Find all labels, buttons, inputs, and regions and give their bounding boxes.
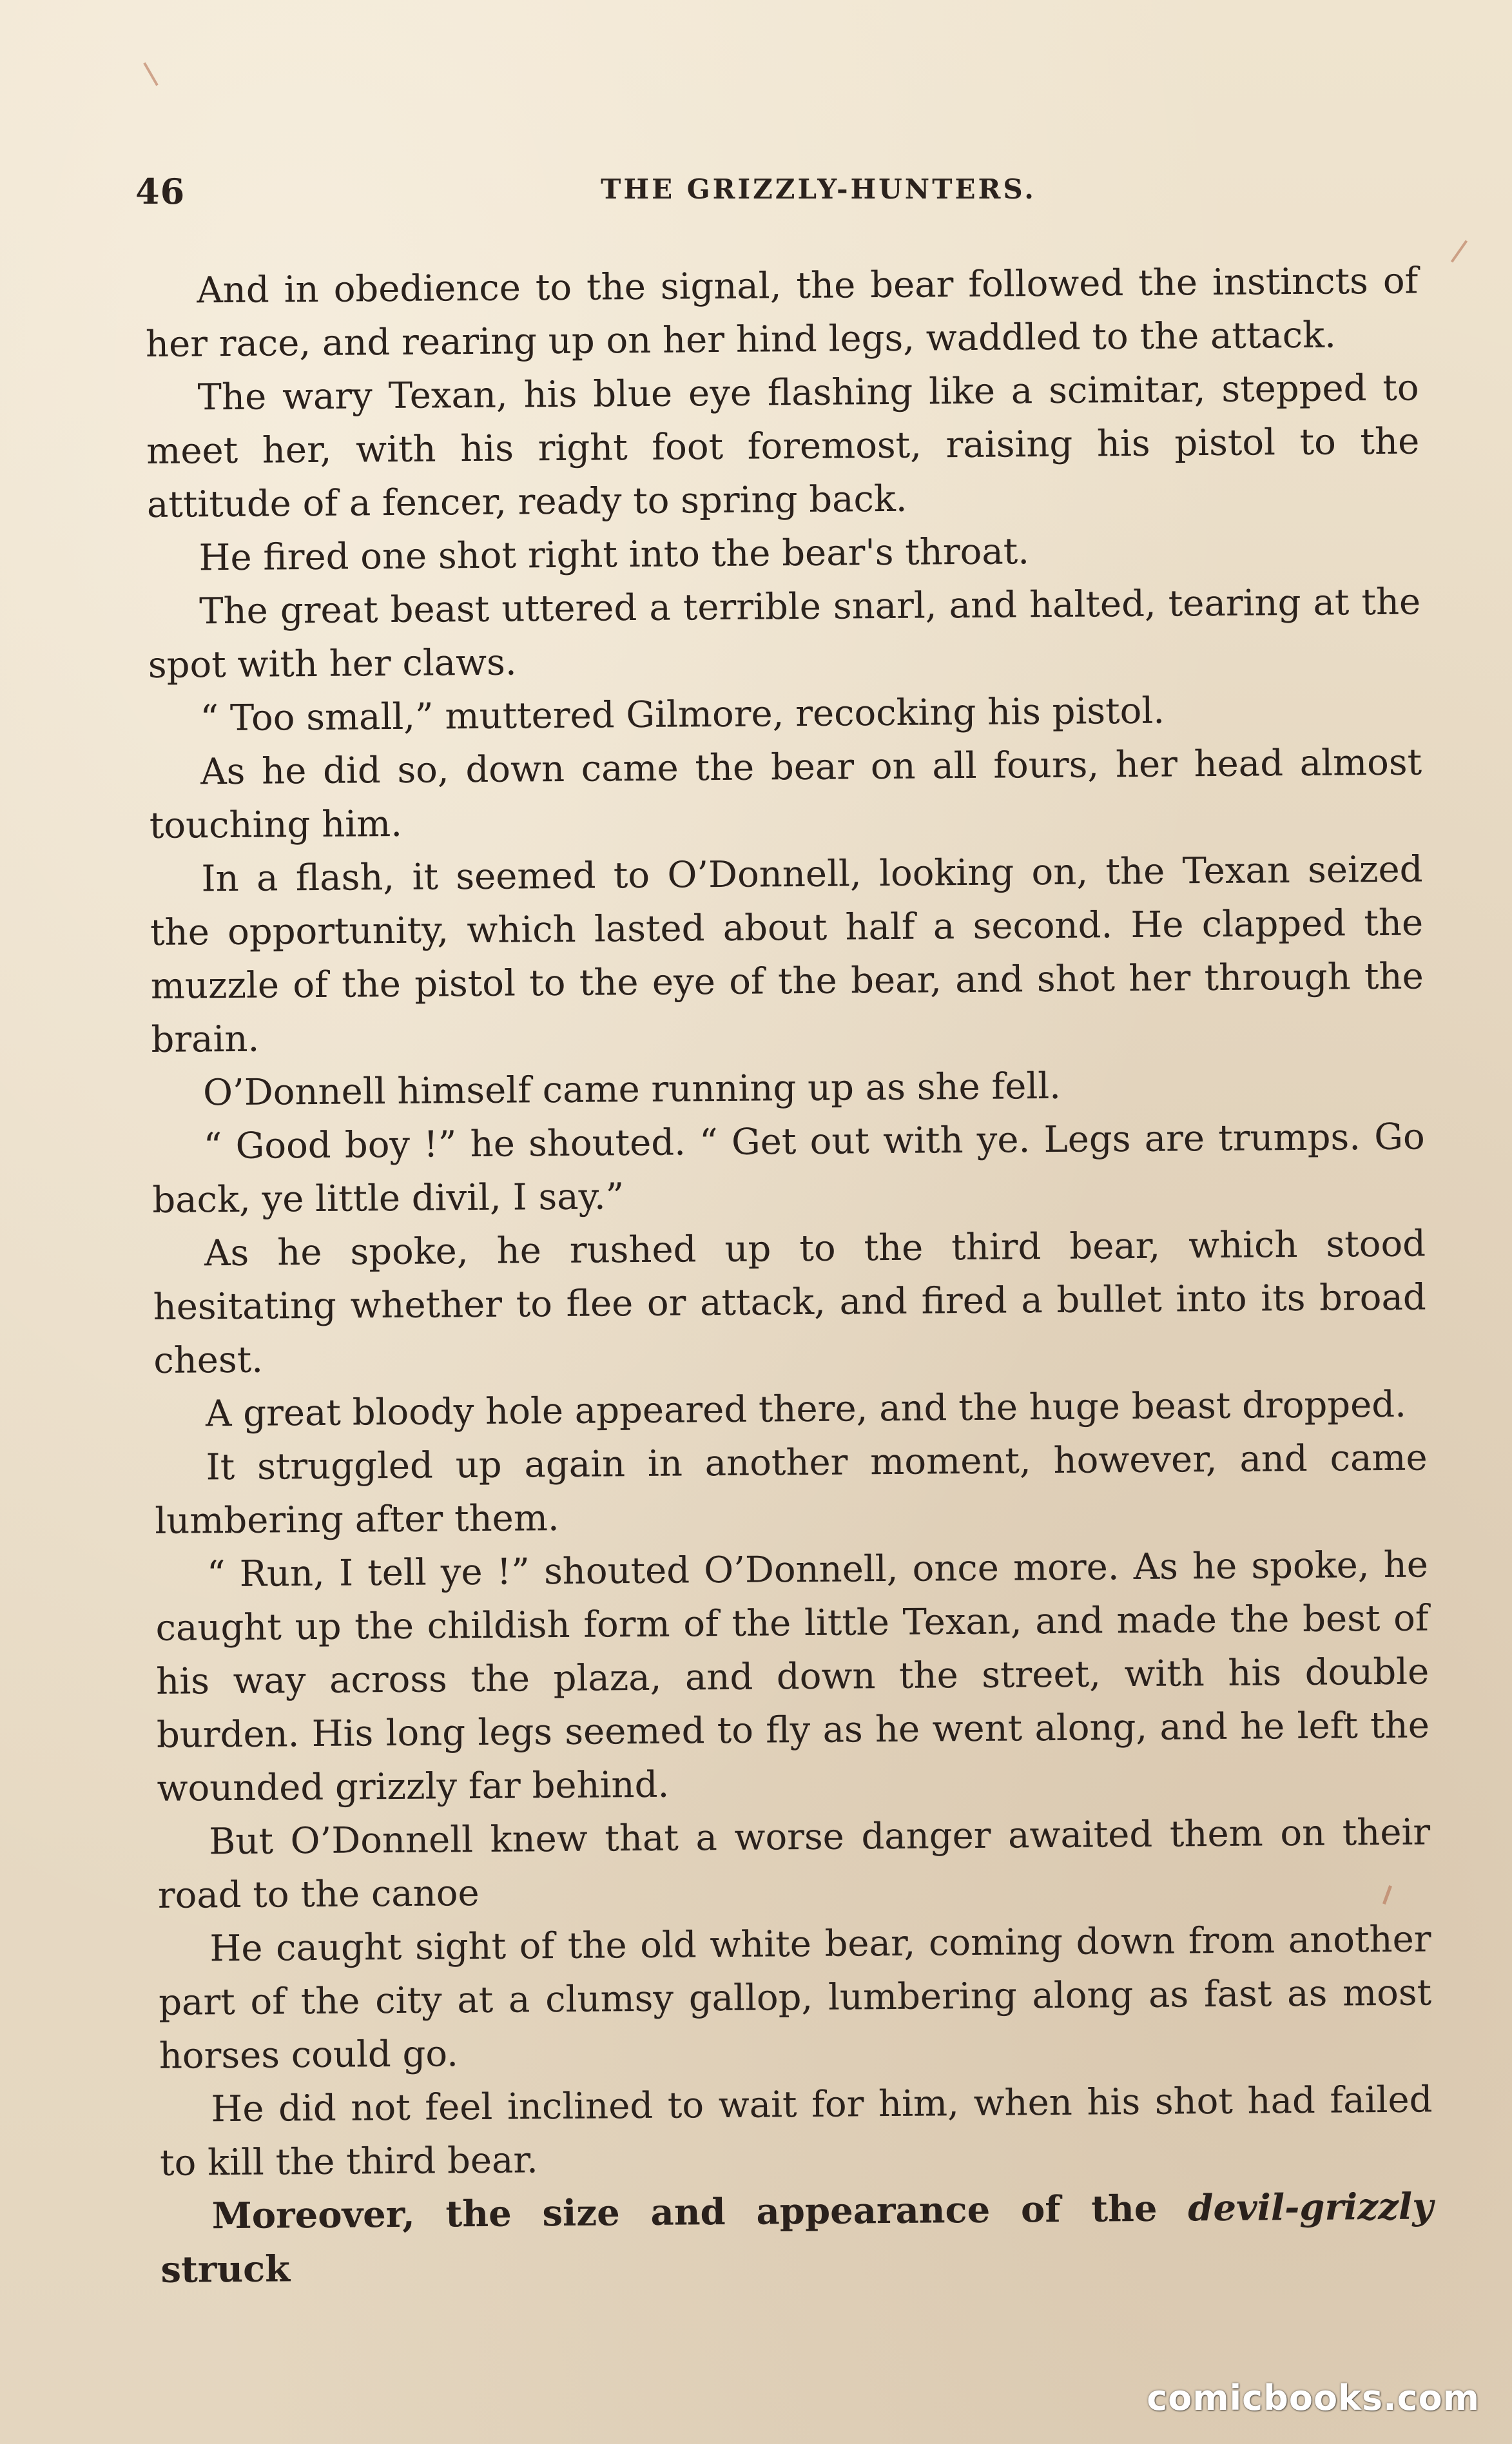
last-paragraph-trail: struck xyxy=(160,2247,291,2291)
page-number: 46 xyxy=(135,171,186,212)
paragraph-last xyxy=(160,2180,1433,2297)
paragraph: The wary Texan, his blue eye flashing like a scimitar, stepped to meet her, with his right foot foremost, raising his pistol to the attitude of a fencer, ready to spring back. xyxy=(146,367,1420,526)
paragraph: “ Run, I tell ye !” shouted O’Donnell, once more. As he spoke, he caught up the childish form of the little Texan, and made the best of his way across the plaza, and down the street, with his double burden. His long legs seemed to fly as he went along, and he left the wounded grizzly far behind. xyxy=(155,1544,1430,1810)
paragraph: As he did so, down came the bear on all fours, her head almost touching him. xyxy=(149,741,1422,847)
paragraph: And in obedience to the signal, the bear followed the instincts of her race, and rearing up on her hind legs, waddled to the attack. xyxy=(145,260,1419,365)
paragraph: As he spoke, he rushed up to the third bear, which stood hesitating whether to flee or attack, and fired a bullet into its broad chest. xyxy=(153,1223,1426,1382)
pencil-mark xyxy=(1451,240,1468,262)
pencil-mark xyxy=(143,63,158,86)
paragraph: But O’Donnell knew that a worse danger awaited them on their road to the canoe xyxy=(157,1811,1431,1917)
paragraph: A great bloody hole appeared there, and the huge beast dropped. xyxy=(205,1383,1407,1435)
running-head: THE GRIZZLY-HUNTERS. xyxy=(601,173,1036,205)
body-text xyxy=(145,254,1434,2296)
paragraph: The great beast uttered a terrible snarl, and halted, tearing at the spot with her claws. xyxy=(148,581,1421,686)
paragraph: He fired one shot right into the bear's throat. xyxy=(199,530,1030,579)
watermark: comicbooks.com xyxy=(1147,2378,1480,2418)
last-paragraph-italic: devil-grizzly xyxy=(1188,2185,1433,2230)
paragraph: He did not feel inclined to wait for him, when his shot had failed to kill the third bear. xyxy=(159,2079,1433,2184)
paragraph: He caught sight of the old white bear, coming down from another part of the city at a clumsy gallop, lumbering along as fast as most horses could go. xyxy=(158,1918,1432,2077)
paragraph: “ Too small,” muttered Gilmore, recocking his pistol. xyxy=(200,690,1165,740)
page-header xyxy=(135,171,1411,222)
paragraph: O’Donnell himself came running up as she fell. xyxy=(202,1065,1061,1114)
paragraph: In a flash, it seemed to O’Donnell, looking on, the Texan seized the opportunity, which lasted about half a second. He clapped the muzzle of the pistol to the eye of the bear, and shot her through the brain. xyxy=(150,848,1424,1061)
paragraph: It struggled up again in another moment, however, and came lumbering after them. xyxy=(155,1437,1428,1542)
last-paragraph-lead: Moreover, the size and appearance of the xyxy=(211,2187,1188,2238)
paragraph: “ Good boy !” he shouted. “ Get out with ye. Legs are trumps. Go back, ye little divil, I say.” xyxy=(152,1116,1425,1221)
